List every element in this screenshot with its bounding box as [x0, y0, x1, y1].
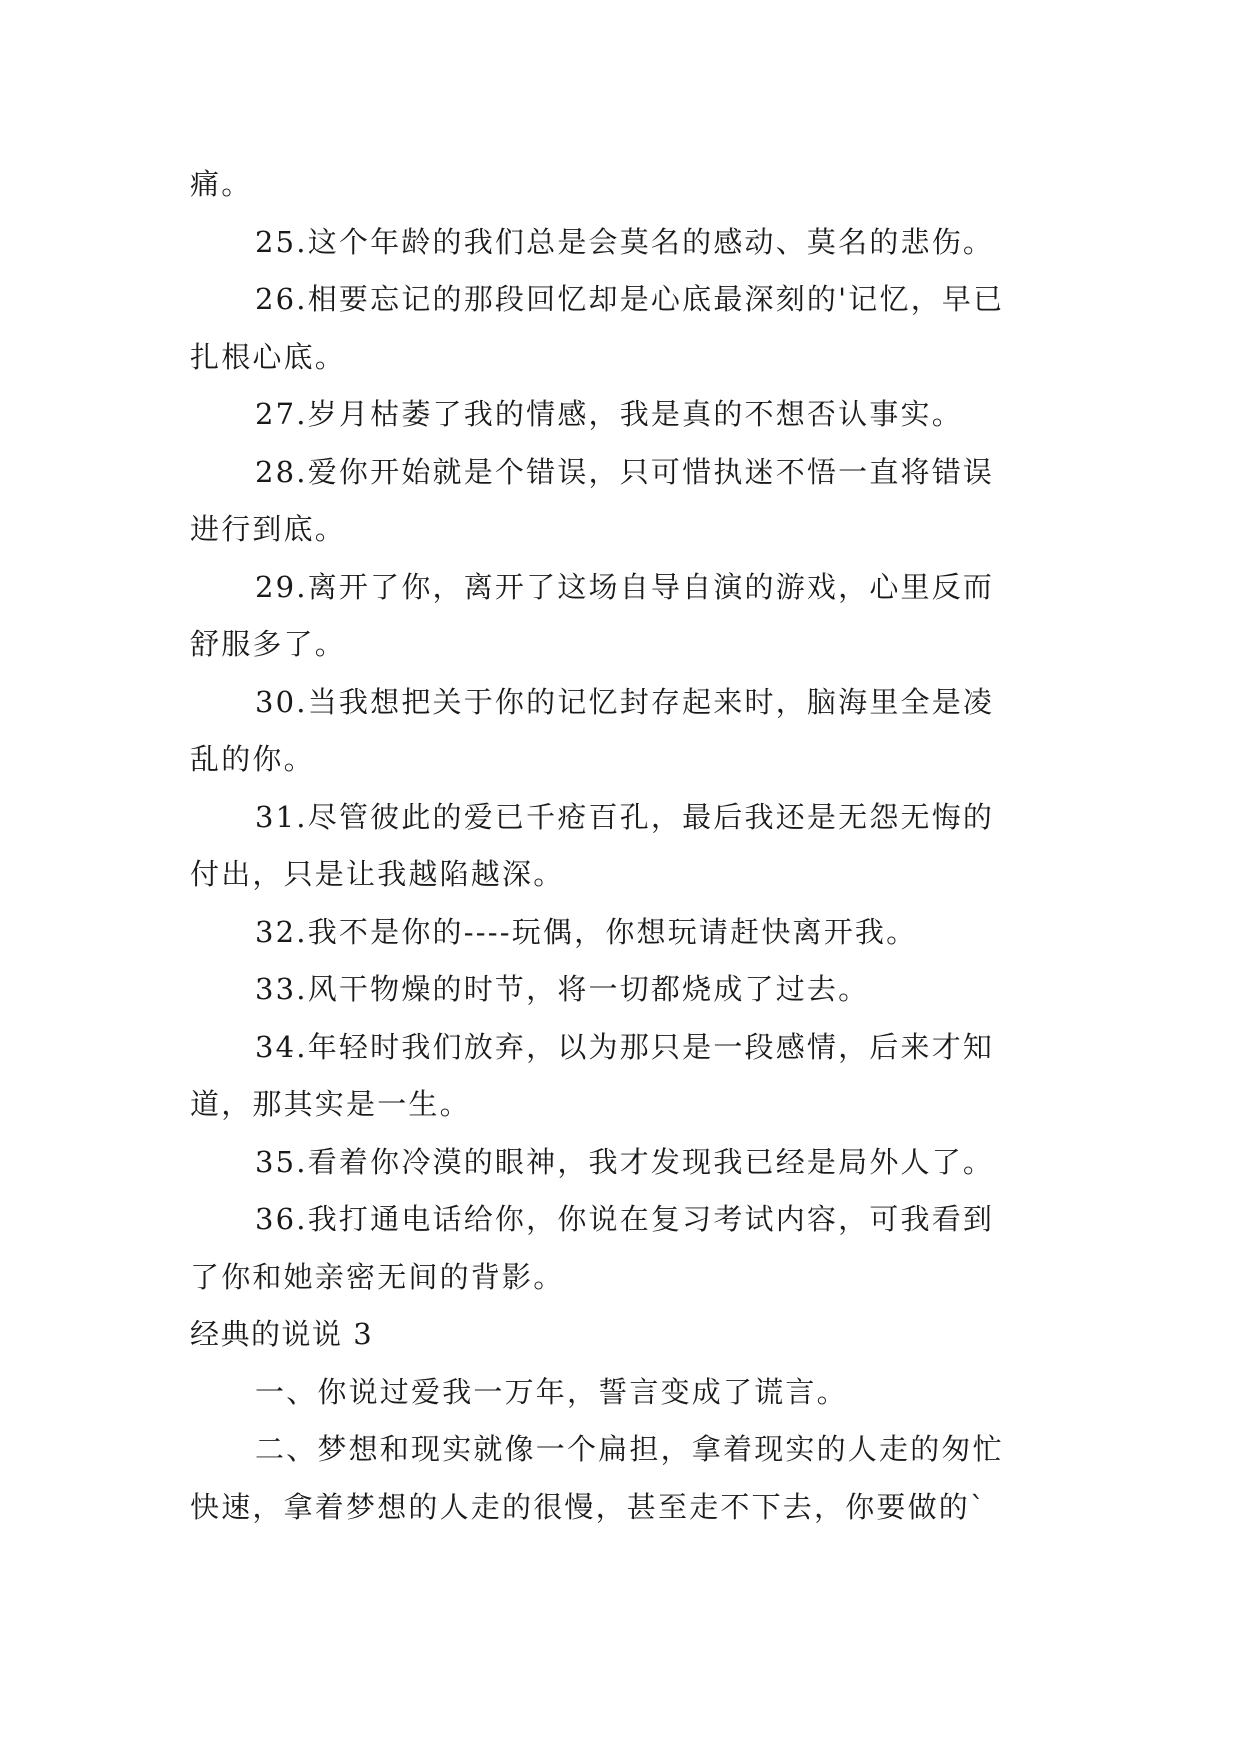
text-line: 29.离开了你，离开了这场自导自演的游戏，心里反而: [255, 569, 995, 604]
document-body: [190, 156, 1052, 1536]
text-line: 一、你说过爱我一万年，誓言变成了谎言。: [255, 1374, 848, 1409]
text-line: 28.爱你开始就是个错误，只可惜执迷不悟一直将错误: [255, 454, 995, 489]
text-line: 痛。: [190, 167, 253, 201]
text-line: 33.风干物燥的时节，将一切都烧成了过去。: [255, 972, 870, 1006]
section-heading: 经典的说说 3: [190, 1317, 374, 1351]
text-line: 34.年轻时我们放弃，以为那只是一段感情，后来才知: [255, 1029, 995, 1064]
text-line: 进行到底。: [190, 512, 347, 546]
text-line: 31.尽管彼此的爱已千疮百孔，最后我还是无怨无悔的: [255, 799, 995, 834]
text-line: 26.相要忘记的那段回忆却是心底最深刻的'记忆，早已: [255, 282, 1005, 316]
text-line: 了你和她亲密无间的背影。: [190, 1259, 565, 1294]
text-line: 35.看着你冷漠的眼神，我才发现我已经是局外人了。: [255, 1144, 995, 1179]
text-line: 乱的你。: [190, 742, 315, 776]
text-line: 付出，只是让我越陷越深。: [190, 857, 565, 891]
text-line: 道，那其实是一生。: [190, 1087, 471, 1121]
text-line: 快速，拿着梦想的人走的很慢，甚至走不下去，你要做的`: [190, 1489, 987, 1524]
text-line: 36.我打通电话给你，你说在复习考试内容，可我看到: [255, 1202, 995, 1236]
text-line: 舒服多了。: [190, 627, 347, 661]
text-line: 27.岁月枯萎了我的情感，我是真的不想否认事实。: [255, 397, 963, 431]
text-line: 32.我不是你的----玩偶，你想玩请赶快离开我。: [255, 914, 918, 949]
text-line: 二、梦想和现实就像一个扁担，拿着现实的人走的匆忙: [255, 1432, 1004, 1466]
text-line: 扎根心底。: [190, 339, 347, 374]
text-line: 25.这个年龄的我们总是会莫名的感动、莫名的悲伤。: [255, 224, 995, 259]
text-line: 30.当我想把关于你的记忆封存起来时，脑海里全是凌: [255, 684, 995, 719]
